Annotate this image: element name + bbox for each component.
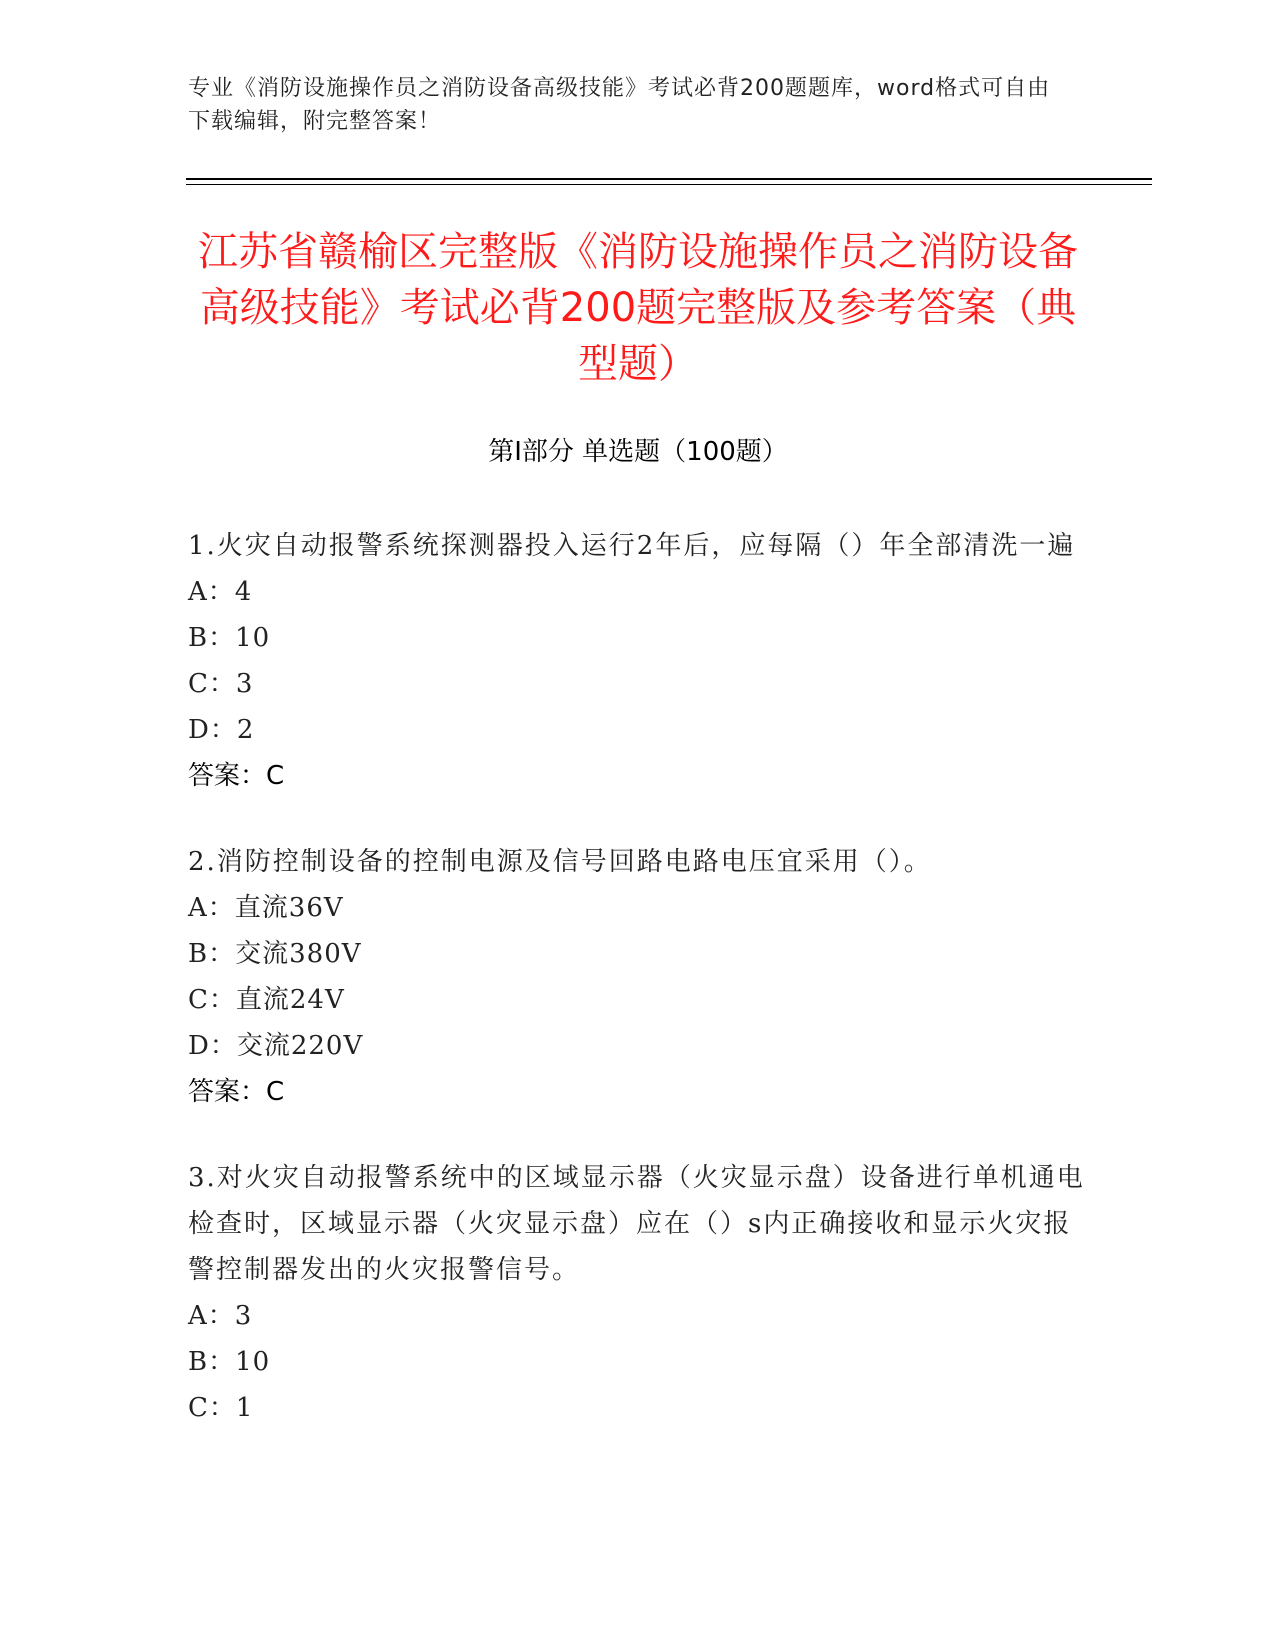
option-b: B：10	[188, 1347, 271, 1377]
question-stem: 3.对火灾自动报警系统中的区域显示器（火灾显示盘）设备进行单机通电检查时，区域显示器（火灾显示盘）应在（）s内正确接收和显示火灾报警控制器发出的火灾报警信号。	[188, 1163, 1085, 1285]
question-3	[188, 1155, 1088, 1431]
answer: 答案：C	[188, 761, 285, 791]
option-b: B：交流380V	[188, 939, 362, 969]
option-c: C：3	[188, 669, 254, 699]
option-a: A：直流36V	[188, 893, 344, 923]
option-b: B：10	[188, 623, 271, 653]
question-stem: 2.消防控制设备的控制电源及信号回路电路电压宜采用（）。	[188, 847, 932, 877]
document-title: 江苏省赣榆区完整版《消防设施操作员之消防设备高级技能》考试必背200题完整版及参考答案（典型题）	[198, 229, 1078, 387]
option-d: D：2	[188, 715, 255, 745]
option-a: A：4	[188, 577, 253, 607]
header-note: 专业《消防设施操作员之消防设备高级技能》考试必背200题题库，word格式可自由下载编辑，附完整答案！	[188, 76, 1051, 134]
section-title: 第I部分 单选题（100题）	[488, 437, 788, 467]
header-divider-thick	[186, 178, 1152, 180]
answer: 答案：C	[188, 1077, 285, 1107]
question-2	[188, 839, 1088, 1115]
question-1	[188, 523, 1088, 799]
option-c: C：直流24V	[188, 985, 345, 1015]
header-divider-thin	[186, 184, 1152, 185]
option-c: C：1	[188, 1393, 254, 1423]
question-list	[188, 523, 1088, 1471]
option-d: D：交流220V	[188, 1031, 364, 1061]
question-stem: 1.火灾自动报警系统探测器投入运行2年后，应每隔（）年全部清洗一遍	[188, 531, 1076, 561]
option-a: A：3	[188, 1301, 253, 1331]
